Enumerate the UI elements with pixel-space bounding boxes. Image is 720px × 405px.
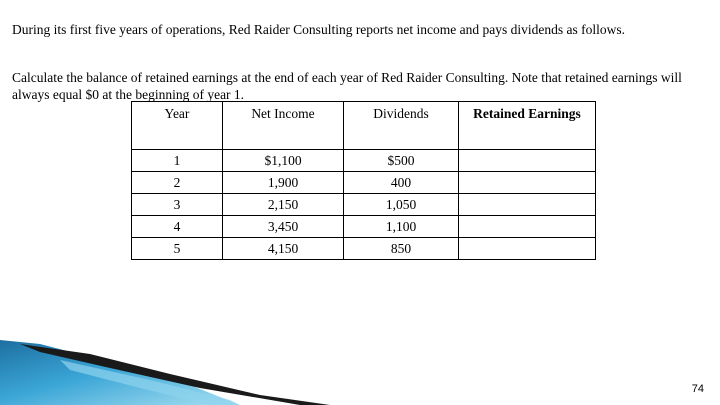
retained-earnings-table bbox=[131, 101, 596, 260]
cell-dividends: 850 bbox=[344, 238, 459, 260]
intro-text: During its first five years of operations, Red Raider Consulting reports net income and pays dividends as follows. bbox=[12, 22, 626, 37]
cell-dividends: 400 bbox=[344, 172, 459, 194]
cell-net-income: $1,100 bbox=[223, 150, 344, 172]
cell-retained-earnings[interactable] bbox=[459, 172, 596, 194]
table-row bbox=[132, 172, 596, 194]
header-year: Year bbox=[132, 102, 223, 150]
cell-net-income: 2,150 bbox=[223, 194, 344, 216]
cell-retained-earnings[interactable] bbox=[459, 150, 596, 172]
cell-year: 5 bbox=[132, 238, 223, 260]
cell-year: 1 bbox=[132, 150, 223, 172]
question-text: Calculate the balance of retained earnings at the end of each year of Red Raider Consulting. Note that retained earnings will always equal $0 at the beginning of year 1. bbox=[12, 70, 682, 102]
table-row bbox=[132, 150, 596, 172]
slide-footer-decoration bbox=[0, 330, 720, 405]
cell-retained-earnings[interactable] bbox=[459, 194, 596, 216]
page-number: 74 bbox=[691, 383, 704, 395]
table-header-row bbox=[132, 102, 596, 150]
cell-year: 4 bbox=[132, 216, 223, 238]
cell-dividends: 1,100 bbox=[344, 216, 459, 238]
table-row bbox=[132, 194, 596, 216]
cell-dividends: $500 bbox=[344, 150, 459, 172]
cell-net-income: 3,450 bbox=[223, 216, 344, 238]
table-row bbox=[132, 216, 596, 238]
header-retained-earnings: Retained Earnings bbox=[459, 102, 596, 150]
header-net-income: Net Income bbox=[223, 102, 344, 150]
cell-year: 3 bbox=[132, 194, 223, 216]
cell-net-income: 4,150 bbox=[223, 238, 344, 260]
cell-retained-earnings[interactable] bbox=[459, 216, 596, 238]
cell-retained-earnings[interactable] bbox=[459, 238, 596, 260]
cell-net-income: 1,900 bbox=[223, 172, 344, 194]
cell-year: 2 bbox=[132, 172, 223, 194]
table-row bbox=[132, 238, 596, 260]
cell-dividends: 1,050 bbox=[344, 194, 459, 216]
header-dividends: Dividends bbox=[344, 102, 459, 150]
